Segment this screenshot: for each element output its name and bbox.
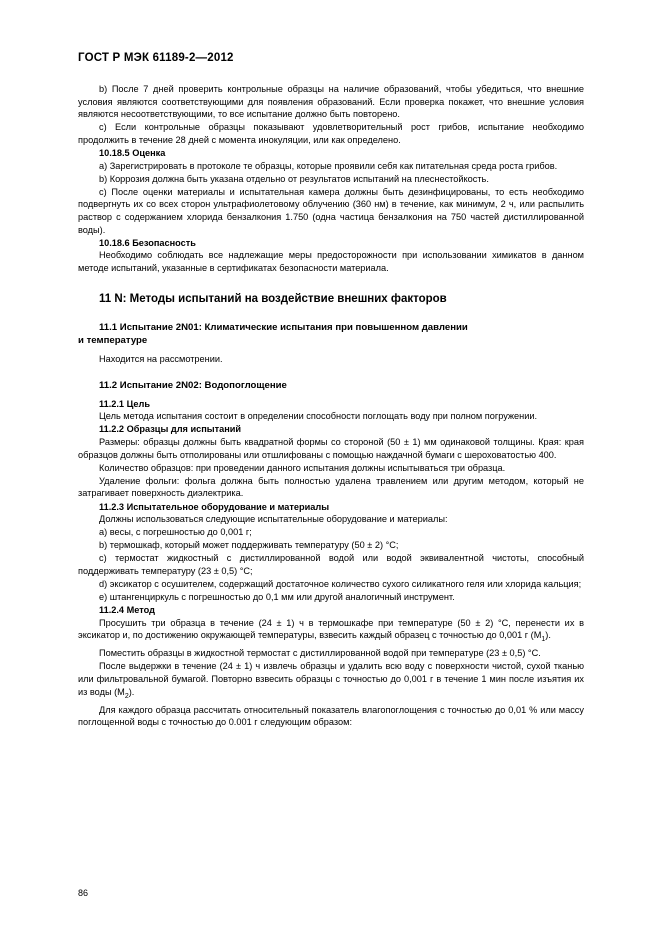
paragraph-equipment-intro: Должны использоваться следующие испытательные оборудование и материалы: [99,514,448,525]
paragraph-place-specimens: Поместить образцы в жидкостной термостат с дистиллированной водой при температуре (23 ± 0,5) °C. [99,648,541,659]
heading-11-2-4: 11.2.4 Метод [99,605,155,616]
heading-11-2-2: 11.2.2 Образцы для испытаний [99,424,242,435]
list-item-c: c) термостат жидкостный с дистиллированной водой или водой эквивалентной чистоты, способный поддерживать температуру (23 ± 0,5) °C; [78,553,584,576]
paragraph-b-corrosion: b) Коррозия должна быть указана отдельно от результатов испытаний на плеснестойкость. [99,173,489,184]
heading-10-18-6: 10.18.6 Безопасность [99,237,196,248]
paragraph-dry-tail: ). [545,630,551,641]
paragraph-a-register: a) Зарегистрировать в протоколе те образцы, которые проявили себя как питательная среда роста грибов. [99,160,558,171]
heading-11-2-1: 11.2.1 Цель [99,398,151,409]
document-content [78,83,584,729]
paragraph-quantity: Количество образцов: при проведении данного испытания должны испытываться три образца. [99,462,506,473]
heading-11-1 [78,322,584,347]
paragraph-11-1: Находится на рассмотрении. [99,353,223,364]
heading-11-2: 11.2 Испытание 2N02: Водопоглощение [99,380,287,392]
paragraph-foil-removal: Удаление фольги: фольга должна быть полностью удалена травлением или другим методом, который не затрагивает поверхность диэлектрика. [78,475,584,499]
paragraph-safety: Необходимо соблюдать все надлежащие меры предосторожности при использовании химикатов в данном методе испытаний, указанные в сертификатах безопасности материала. [78,250,584,273]
paragraph-11-2-1: Цель метода испытания состоит в определении способности поглощать воду при полном погружении. [99,411,538,422]
page-header: ГОСТ Р МЭК 61189-2—2012 [78,52,234,64]
paragraph-after-hold [78,660,584,703]
paragraph-c-control: c) Если контрольные образцы показывают удовлетворительный рост грибов, испытание необходимо продолжить в течение 28 дней с момента инокуляции, или как определено. [78,122,584,145]
paragraph-calculation: Для каждого образца рассчитать относительный показатель влагопоглощения с точностью до 0,01 % или массу поглощенной воды с точностью до 0.001 г следующим образом: [78,704,584,728]
paragraph-c-after-evaluation: c) После оценки материалы и испытательная камера должны быть дезинфицированы, то есть необходимо подвергнуть их со всех сторон ультрафиолетовому облучению (360 нм) в течение, как минимум, 2 ч, или распылить раствор с содержанием хлорида бензалкония 1.750 (одна частица бензалкония на 750 частей дистиллированной воды). [78,186,584,235]
heading-11-2-3: 11.2.3 Испытательное оборудование и материалы [99,501,330,512]
list-item-a: a) весы, с погрешностью до 0,001 г; [99,527,252,538]
paragraph-dry-text: Просушить три образца в течение (24 ± 1) ч в термошкафе при температуре (50 ± 2) °C, перенести их в эксикатор и, по достижению окружающей температуры, взвесить каждый образец с точностью до 0,001 г (M [78,617,584,641]
mass-subscript-2: 2 [124,692,129,700]
heading-11-1-line2: и температуре [78,335,148,346]
list-item-e: e) штангенциркуль с погрешностью до 0,1 мм или другой аналогичный инструмент. [99,592,455,603]
paragraph-sizes: Размеры: образцы должны быть квадратной формы со стороной (50 ± 1) мм одинаковой толщины. Края: края образцов должны быть отполированы или отшлифованы с помощью наждачной бумаги с шероховатостью 400. [78,437,584,460]
heading-11-1-line1: 11.1 Испытание 2N01: Климатические испытания при повышенном давлении [99,322,468,334]
heading-10-18-5: 10.18.5 Оценка [99,147,166,158]
page-number: 86 [78,888,89,898]
paragraph-b-7days: b) После 7 дней проверить контрольные образцы на наличие образований, чтобы убедиться, что внешние условия являются соответствующими для появления образований. Если проверка покажет, что внешние условия являются несоответствующими, то все испытание должно быть повторено. [78,84,584,120]
clause-11-title: 11 N: Методы испытаний на воздействие внешних факторов [99,293,447,306]
paragraph-after-hold-tail: ). [128,686,135,697]
list-item-b: b) термошкаф, который может поддерживать температуру (50 ± 2) °C; [99,540,399,551]
paragraph-after-hold-text: После выдержки в течение (24 ± 1) ч извлечь образцы и удалить всю воду с поверхности чистой, сухой тканью или фильтровальной бумагой. Повторно взвесить образцы с точностью до 0,001 г в течение 1 мин после изъятия их из воды (M [78,661,584,697]
paragraph-dry-specimens [78,617,584,647]
list-item-d: d) эксикатор с осушителем, содержащий достаточное количество сухого силикатного геля или хлорида кальция; [99,579,582,590]
mass-subscript-1: 1 [541,636,546,644]
